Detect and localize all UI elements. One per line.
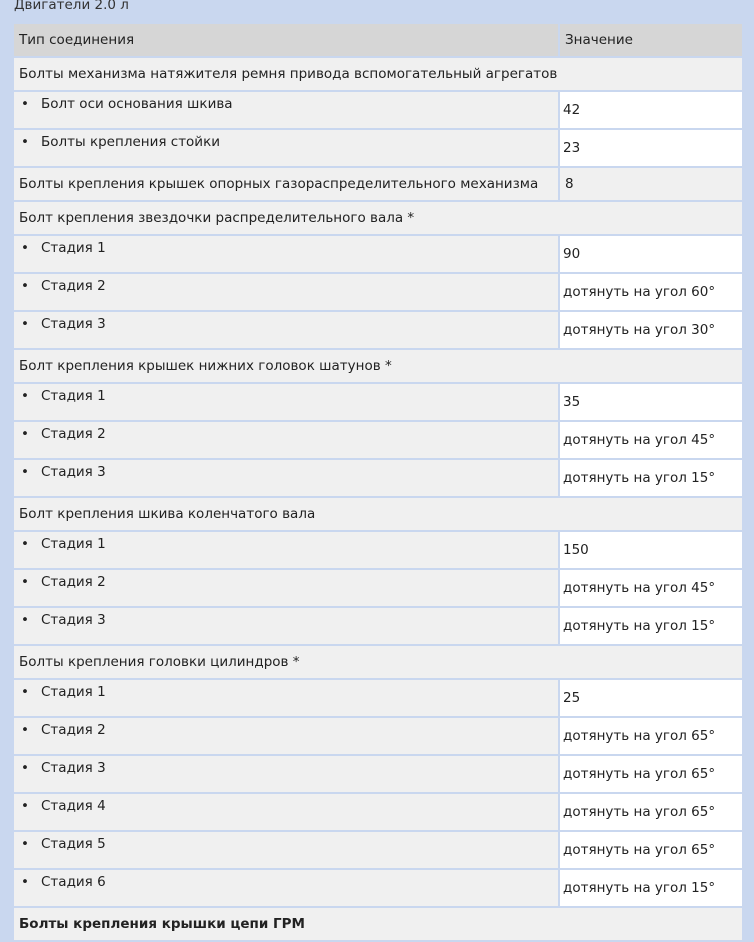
row-label: • Болты крепления стойки — [19, 134, 220, 150]
group-heading: Болт крепления крышек нижних головок шатунов * — [14, 350, 742, 382]
table-row-stage — [14, 92, 742, 128]
row-value: дотянуть на угол 45° — [558, 422, 742, 458]
row-label-cell — [14, 130, 558, 166]
row-value: дотянуть на угол 45° — [558, 570, 742, 606]
row-value: дотянуть на угол 15° — [558, 460, 742, 496]
table-row-group-heading — [14, 58, 742, 90]
table-body — [14, 58, 742, 940]
table-row-stage — [14, 532, 742, 568]
table-row-group-heading — [14, 646, 742, 678]
group-heading: Болты механизма натяжителя ремня привода вспомогательный агрегатов — [14, 58, 742, 90]
row-value: 42 — [558, 92, 742, 128]
table-row-stage — [14, 274, 742, 310]
row-label: • Болт оси основания шкива — [19, 96, 233, 112]
row-label: Болты крепления крышек опорных газораспределительного механизма — [14, 168, 558, 200]
row-label-cell — [14, 532, 558, 568]
row-label: • Стадия 6 — [19, 874, 106, 890]
row-label-cell — [14, 608, 558, 644]
row-label: • Стадия 2 — [19, 722, 106, 738]
row-value: дотянуть на угол 60° — [558, 274, 742, 310]
table-row-stage — [14, 570, 742, 606]
table-row-stage — [14, 608, 742, 644]
row-value: дотянуть на угол 65° — [558, 832, 742, 868]
table-row-stage — [14, 756, 742, 792]
table-row-group-heading — [14, 202, 742, 234]
row-label: • Стадия 2 — [19, 574, 106, 590]
group-heading: Болты крепления головки цилиндров * — [14, 646, 742, 678]
table-row-group-heading — [14, 498, 742, 530]
row-value: дотянуть на угол 65° — [558, 718, 742, 754]
row-value: 23 — [558, 130, 742, 166]
row-label: • Стадия 3 — [19, 464, 106, 480]
row-value: дотянуть на угол 15° — [558, 608, 742, 644]
table-caption: Двигатели 2.0 л — [14, 0, 129, 13]
table-row-group-heading — [14, 350, 742, 382]
table-row-stage — [14, 236, 742, 272]
row-label: • Стадия 3 — [19, 316, 106, 332]
group-heading: Болты крепления крышки цепи ГРМ — [14, 908, 742, 940]
row-label-cell — [14, 460, 558, 496]
table-row-stage — [14, 312, 742, 348]
row-label-cell — [14, 832, 558, 868]
row-value: 25 — [558, 680, 742, 716]
row-label: • Стадия 3 — [19, 760, 106, 776]
row-label-cell — [14, 570, 558, 606]
row-label-cell — [14, 870, 558, 906]
row-label: • Стадия 5 — [19, 836, 106, 852]
table-row-stage — [14, 832, 742, 868]
row-label: • Стадия 4 — [19, 798, 106, 814]
table-row — [14, 168, 742, 200]
row-value: 8 — [558, 168, 742, 200]
table-row-stage — [14, 794, 742, 830]
row-label-cell — [14, 756, 558, 792]
column-header-value: Значение — [558, 24, 742, 56]
row-label-cell — [14, 384, 558, 420]
row-label: • Стадия 1 — [19, 240, 106, 256]
table-row-stage — [14, 130, 742, 166]
table-row-stage — [14, 460, 742, 496]
table-row-stage — [14, 680, 742, 716]
row-label: • Стадия 1 — [19, 536, 106, 552]
row-label-cell — [14, 422, 558, 458]
row-value: 35 — [558, 384, 742, 420]
row-value: дотянуть на угол 65° — [558, 794, 742, 830]
row-label-cell — [14, 274, 558, 310]
table-row-group-heading — [14, 908, 742, 940]
table-row-stage — [14, 422, 742, 458]
row-label-cell — [14, 312, 558, 348]
group-heading: Болт крепления звездочки распределительного вала * — [14, 202, 742, 234]
table-row-stage — [14, 718, 742, 754]
table-row-stage — [14, 870, 742, 906]
row-label-cell — [14, 680, 558, 716]
row-label: • Стадия 3 — [19, 612, 106, 628]
table-header-row — [14, 24, 742, 56]
row-label: • Стадия 2 — [19, 278, 106, 294]
row-label-cell — [14, 92, 558, 128]
row-label: • Стадия 1 — [19, 388, 106, 404]
row-value: дотянуть на угол 30° — [558, 312, 742, 348]
row-value: дотянуть на угол 15° — [558, 870, 742, 906]
row-label-cell — [14, 794, 558, 830]
row-label: • Стадия 2 — [19, 426, 106, 442]
group-heading: Болт крепления шкива коленчатого вала — [14, 498, 742, 530]
torque-table — [14, 22, 742, 942]
row-value: дотянуть на угол 65° — [558, 756, 742, 792]
row-value: 150 — [558, 532, 742, 568]
row-label-cell — [14, 718, 558, 754]
row-value: 90 — [558, 236, 742, 272]
row-label-cell — [14, 236, 558, 272]
column-header-connection-type: Тип соединения — [14, 24, 558, 56]
table-row-stage — [14, 384, 742, 420]
row-label: • Стадия 1 — [19, 684, 106, 700]
